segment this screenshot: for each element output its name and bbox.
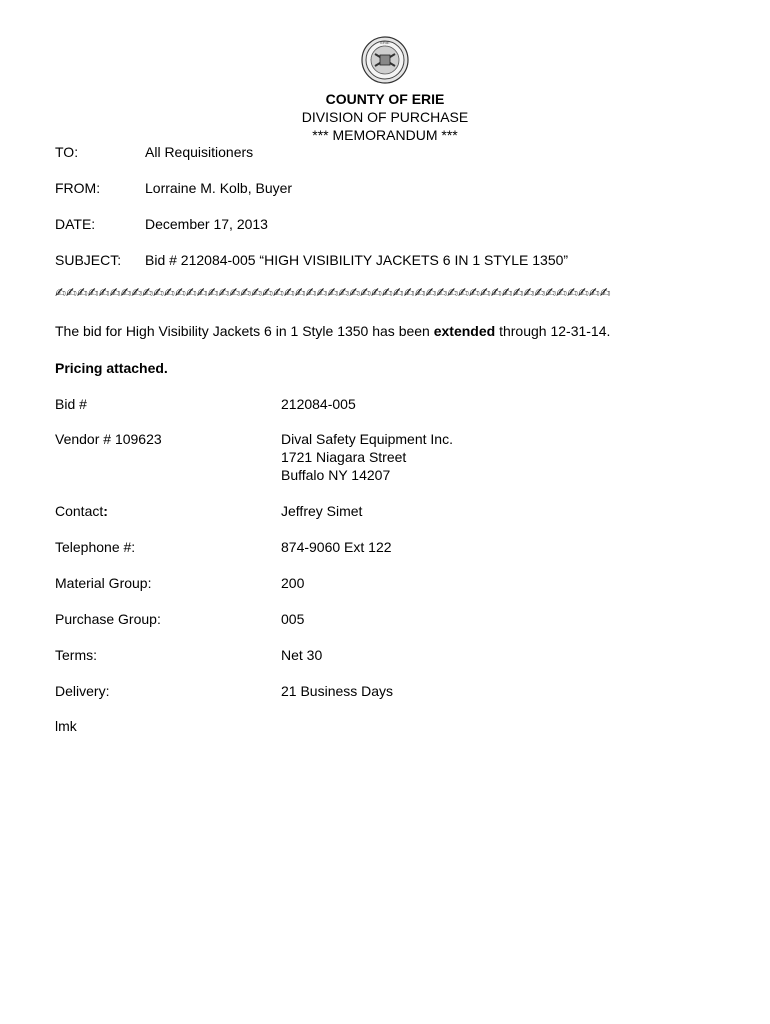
county-seal-icon: [361, 36, 409, 84]
svg-text:ERIE: ERIE: [380, 40, 390, 45]
contact-label: [55, 503, 108, 519]
header-county: COUNTY OF ERIE: [325, 91, 445, 107]
contact-value: Jeffrey Simet: [281, 503, 363, 519]
header-division: DIVISION OF PURCHASE: [301, 109, 469, 125]
purchase-group-value: 005: [281, 611, 305, 627]
vendor-street: 1721 Niagara Street: [281, 449, 407, 465]
subject-label: SUBJECT:: [55, 252, 122, 268]
material-group-value: 200: [281, 575, 305, 591]
phone-value: 874-9060 Ext 122: [281, 539, 392, 555]
body-sentence-pre: The bid for High Visibility Jackets 6 in 1 Style 1350 has been: [55, 323, 434, 339]
body-sentence: [55, 323, 610, 339]
to-label: TO:: [55, 144, 79, 160]
purchase-group-label: Purchase Group:: [55, 611, 161, 627]
delivery-label: Delivery:: [55, 683, 110, 699]
vendor-name: Dival Safety Equipment Inc.: [281, 431, 453, 447]
from-label: FROM:: [55, 180, 101, 196]
bid-label: Bid #: [55, 396, 87, 412]
body-sentence-post: through 12-31-14.: [495, 323, 611, 339]
date-value: December 17, 2013: [145, 216, 268, 232]
initials: lmk: [55, 718, 77, 734]
material-group-label: Material Group:: [55, 575, 152, 591]
to-value: All Requisitioners: [145, 144, 254, 160]
subject-value: Bid # 212084-005 “HIGH VISIBILITY JACKETS 6 IN 1 STYLE 1350”: [145, 252, 569, 268]
contact-label-text: Contact: [55, 503, 104, 519]
terms-value: Net 30: [281, 647, 323, 663]
date-label: DATE:: [55, 216, 96, 232]
body-sentence-bold: extended: [433, 323, 496, 339]
pricing-attached: Pricing attached.: [55, 360, 168, 376]
contact-label-colon: :: [103, 503, 108, 519]
bid-value: 212084-005: [281, 396, 356, 412]
vendor-label: Vendor # 109623: [55, 431, 162, 447]
vendor-city: Buffalo NY 14207: [281, 467, 391, 483]
pen-divider: ✍✍✍✍✍✍✍✍✍✍✍✍✍✍✍✍✍✍✍✍✍✍✍✍✍✍✍✍✍✍✍✍✍✍✍✍✍✍✍✍✍✍✍✍✍✍✍✍✍✍✍: [55, 286, 611, 301]
delivery-value: 21 Business Days: [281, 683, 394, 699]
phone-label: Telephone #:: [55, 539, 136, 555]
from-value: Lorraine M. Kolb, Buyer: [145, 180, 293, 196]
header-memorandum: *** MEMORANDUM ***: [312, 127, 458, 143]
terms-label: Terms:: [55, 647, 97, 663]
